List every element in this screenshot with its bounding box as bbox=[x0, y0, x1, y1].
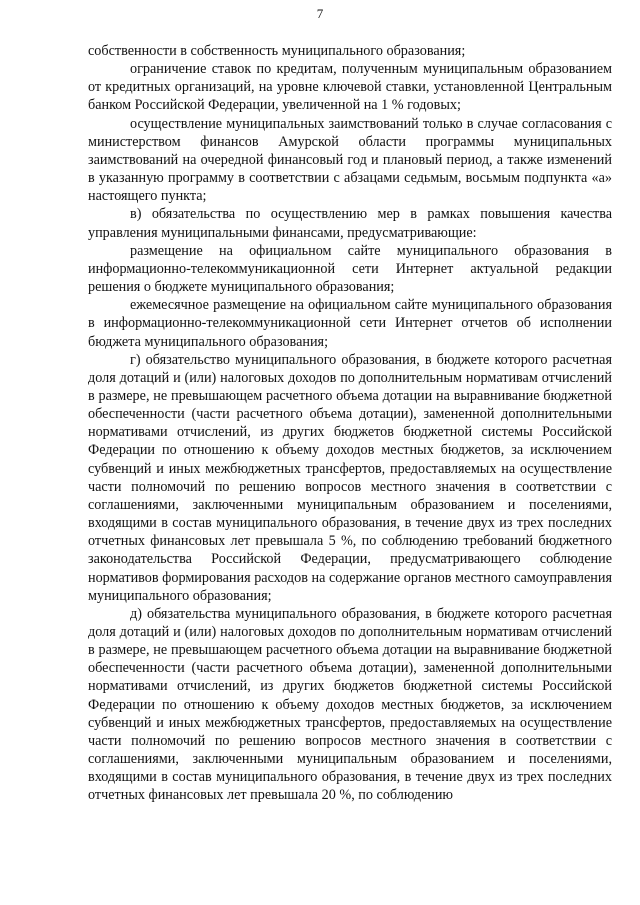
paragraph-borrowing-approval: осуществление муниципальных заимствований только в случае согласования с министерством финансов Амурской области программы муниципальных заимствований на очередной финансовый год и плановый период, а также изменений в указанную программу в соответствии с абзацами седьмым, восьмым подпункта «а» настоящего пункта; bbox=[88, 115, 612, 205]
paragraph-continuation: собственности в собственность муниципального образования; bbox=[88, 43, 466, 59]
paragraph-budget-publication: размещение на официальном сайте муниципального образования в информационно-телекоммуникационной сети Интернет актуальной редакции решения о бюджете муниципального образования; bbox=[88, 242, 612, 296]
paragraph-subitem-v: в) обязательства по осуществлению мер в рамках повышения качества управления муниципальными финансами, предусматривающие: bbox=[88, 206, 612, 241]
paragraph-monthly-reports: ежемесячное размещение на официальном сайте муниципального образования в информационно-телекоммуникационной сети Интернет отчетов об исполнении бюджета муниципального образования; bbox=[88, 297, 612, 350]
paragraph-credit-rate-limit: ограничение ставок по кредитам, полученным муниципальным образованием от кредитных организаций, на уровне ключевой ставки, установленной Центральным банком Российской Федерации, увеличенной на 1 % годовых; bbox=[88, 61, 612, 114]
page-number: 7 bbox=[316, 6, 324, 21]
document-body bbox=[88, 42, 612, 805]
paragraph-subitem-g: г) обязательство муниципального образования, в бюджете которого расчетная доля дотаций и (или) налоговых доходов по дополнительным нормативам отчислений в размере, не превышающем расчетного объема дотации на выравнивание бюджетной обеспеченности (части расчетного объема дотации), замененной дополнительными нормативами отчислений, из других бюджетов бюджетной системы Российской Федерации по отношению к объему доходов местных бюджетов, за исключением субвенций и иных межбюджетных трансфертов, предоставляемых на осуществление части полномочий по решению вопросов местного значения в соответствии с соглашениями, заключенными муниципальным образованием и поселениями, входящими в состав муниципального образования, в течение двух из трех последних отчетных финансовых лет превышала 5 %, по соблюдению требований бюджетного законодательства Российской Федерации, предусматривающего соблюдение нормативов формирования расходов на содержание органов местного самоуправления муниципального образования; bbox=[88, 351, 612, 604]
paragraph-subitem-d: д) обязательства муниципального образования, в бюджете которого расчетная доля дотаций и (или) налоговых доходов по дополнительным нормативам отчислений в размере, не превышающем расчетного объема дотации на выравнивание бюджетной обеспеченности (части расчетного объема дотации), замененной дополнительными нормативами отчислений, из других бюджетов бюджетной системы Российской Федерации по отношению к объему доходов местных бюджетов, за исключением субвенций и иных межбюджетных трансфертов, предоставляемых на осуществление части полномочий по решению вопросов местного значения в соответствии с соглашениями, заключенными муниципальным образованием и поселениями, входящими в состав муниципального образования, в течение двух из трех последних отчетных финансовых лет превышала 20 %, по соблюдению bbox=[88, 605, 612, 804]
